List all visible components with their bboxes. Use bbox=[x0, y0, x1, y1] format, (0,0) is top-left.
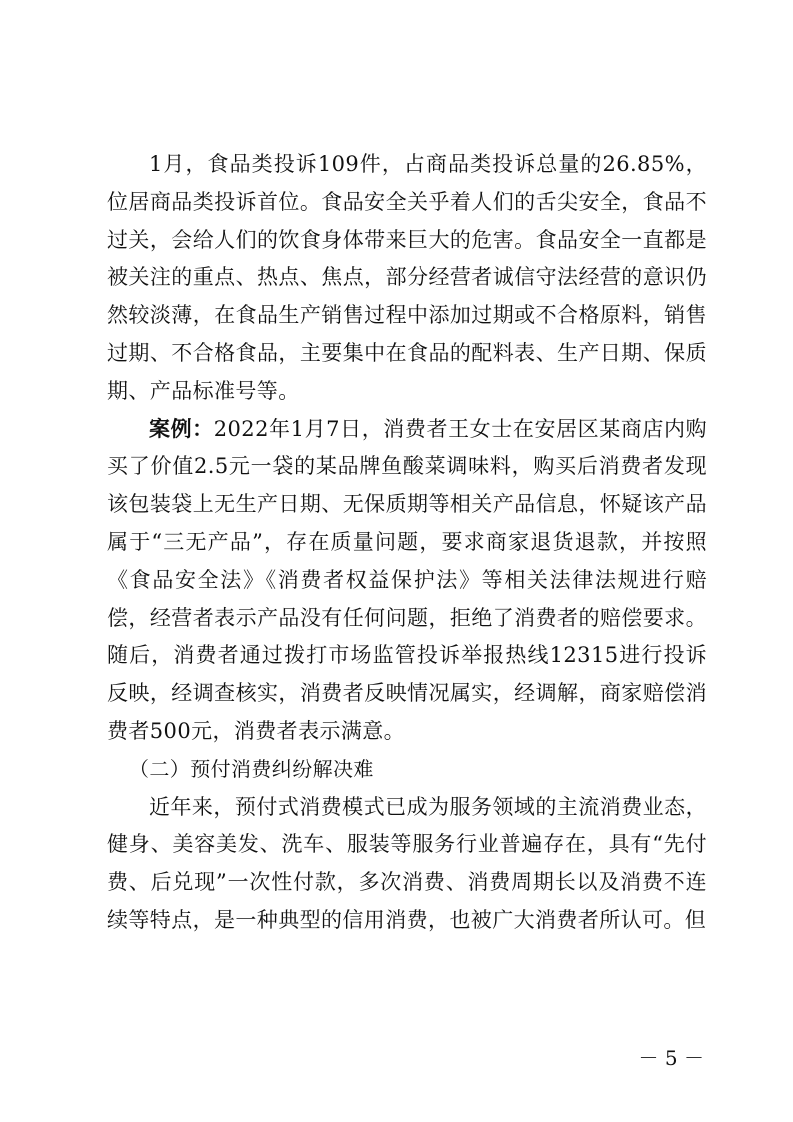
paragraph-case bbox=[107, 411, 707, 751]
page-number: － 5 － bbox=[638, 1046, 704, 1070]
case-label: 案例： bbox=[149, 416, 214, 441]
section-heading-prepaid: （二）预付消费纠纷解决难 bbox=[129, 756, 374, 781]
paragraph-food-complaints: 1月，食品类投诉109件，占商品类投诉总量的26.85%，位居商品类投诉首位。食品安全关乎着人们的舌尖安全，食品不过关，会给人们的饮食身体带来巨大的危害。食品安全一直都是被关注的重点、热点、焦点，部分经营者诚信守法经营的意识仍然较淡薄，在食品生产销售过程中添加过期或不合格原料，销售过期、不合格食品，主要集中在食品的配料表、生产日期、保质期、产品标准号等。 bbox=[107, 152, 707, 403]
document-body bbox=[107, 146, 707, 940]
paragraph-prepaid-consumption: 近年来，预付式消费模式已成为服务领域的主流消费业态，健身、美容美发、洗车、服装等服务行业普遍存在，具有“先付费、后兑现”一次性付款，多次消费、消费周期长以及消费不连续等特点，是一种典型的信用消费，也被广大消费者所认可。但 bbox=[107, 794, 707, 932]
case-body: 2022年1月7日，消费者王女士在安居区某商店内购买了价值2.5元一袋的某品牌鱼酸菜调味料，购买后消费者发现该包装袋上无生产日期、无保质期等相关产品信息，怀疑该产品属于“三无产品”，存在质量问题，要求商家退货退款，并按照《食品安全法》《消费者权益保护法》等相关法律法规进行赔偿，经营者表示产品没有任何问题，拒绝了消费者的赔偿要求。随后，消费者通过拨打市场监管投诉举报热线12315进行投诉反映，经调查核实，消费者反映情况属实，经调解，商家赔偿消费者500元，消费者表示满意。 bbox=[107, 416, 707, 743]
